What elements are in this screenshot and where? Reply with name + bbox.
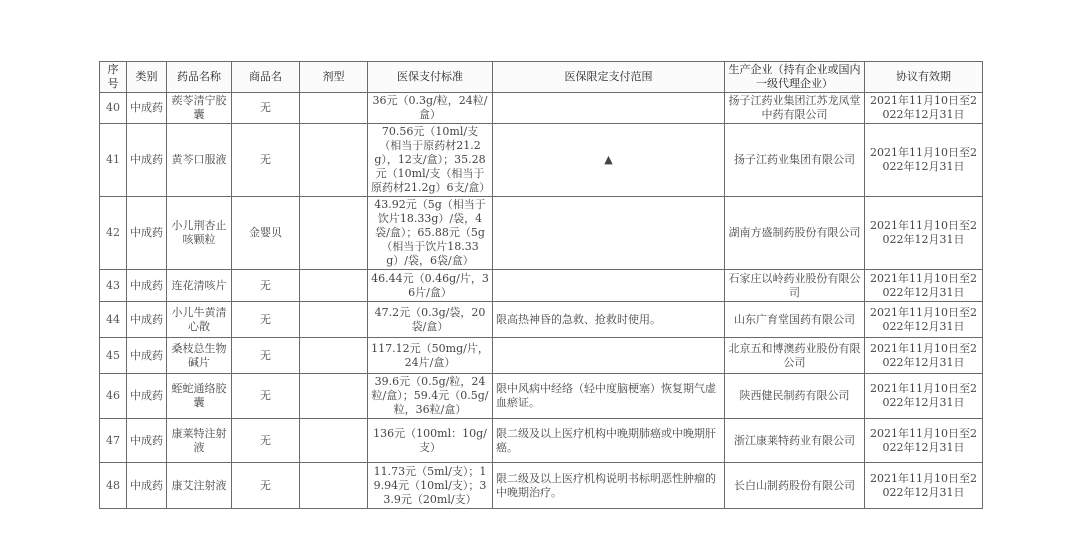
cell-restriction <box>493 93 725 124</box>
header-trade-name: 商品名 <box>232 62 300 93</box>
cell-drug-name: 连花清咳片 <box>167 270 232 302</box>
cell-validity: 2021年11月10日至2022年12月31日 <box>865 374 983 419</box>
cell-restriction: ▲ <box>493 124 725 197</box>
header-restriction: 医保限定支付范围 <box>493 62 725 93</box>
cell-validity: 2021年11月10日至2022年12月31日 <box>865 93 983 124</box>
table-row <box>100 338 983 374</box>
cell-manufacturer: 浙江康莱特药业有限公司 <box>725 419 865 463</box>
cell-seq: 46 <box>100 374 127 419</box>
header-category: 类别 <box>127 62 167 93</box>
cell-payment-standard: 117.12元（50mg/片，24片/盒） <box>368 338 493 374</box>
cell-drug-name: 康艾注射液 <box>167 463 232 509</box>
cell-payment-standard: 36元（0.3g/粒，24粒/盒） <box>368 93 493 124</box>
header-row <box>100 62 983 93</box>
cell-seq: 45 <box>100 338 127 374</box>
table-row <box>100 197 983 270</box>
cell-drug-name: 蛭蛇通络胶囊 <box>167 374 232 419</box>
table-row <box>100 302 983 338</box>
cell-dosage-form <box>300 124 368 197</box>
cell-trade-name: 无 <box>232 302 300 338</box>
cell-restriction: 限高热神昏的急救、抢救时使用。 <box>493 302 725 338</box>
header-manufacturer: 生产企业（持有企业或国内一级代理企业） <box>725 62 865 93</box>
cell-trade-name: 无 <box>232 463 300 509</box>
drug-list-table <box>99 61 983 509</box>
cell-validity: 2021年11月10日至2022年12月31日 <box>865 338 983 374</box>
cell-trade-name: 无 <box>232 338 300 374</box>
cell-drug-name: 小儿牛黄清心散 <box>167 302 232 338</box>
header-validity: 协议有效期 <box>865 62 983 93</box>
table-row <box>100 270 983 302</box>
cell-restriction <box>493 197 725 270</box>
cell-manufacturer: 湖南方盛制药股份有限公司 <box>725 197 865 270</box>
cell-validity: 2021年11月10日至2022年12月31日 <box>865 270 983 302</box>
cell-category: 中成药 <box>127 419 167 463</box>
table-row <box>100 93 983 124</box>
cell-payment-standard: 43.92元（5g（相当于饮片18.33g）/袋，4袋/盒）；65.88元（5g（相当于饮片18.33g）/袋，6袋/盒） <box>368 197 493 270</box>
cell-validity: 2021年11月10日至2022年12月31日 <box>865 124 983 197</box>
table-row <box>100 419 983 463</box>
cell-payment-standard: 47.2元（0.3g/袋，20袋/盒） <box>368 302 493 338</box>
table-row <box>100 463 983 509</box>
cell-dosage-form <box>300 463 368 509</box>
cell-payment-standard: 39.6元（0.5g/粒，24粒/盒）；59.4元（0.5g/粒，36粒/盒） <box>368 374 493 419</box>
cell-category: 中成药 <box>127 197 167 270</box>
cell-restriction: 限二级及以上医疗机构中晚期肺癌或中晚期肝癌。 <box>493 419 725 463</box>
cell-trade-name: 无 <box>232 270 300 302</box>
cell-manufacturer: 北京五和博澳药业股份有限公司 <box>725 338 865 374</box>
cell-dosage-form <box>300 302 368 338</box>
cell-payment-standard: 136元（100ml：10g/支） <box>368 419 493 463</box>
cell-dosage-form <box>300 374 368 419</box>
cell-restriction <box>493 270 725 302</box>
cell-seq: 40 <box>100 93 127 124</box>
cell-manufacturer: 扬子江药业集团江苏龙凤堂中药有限公司 <box>725 93 865 124</box>
header-drug-name: 药品名称 <box>167 62 232 93</box>
header-payment-standard: 医保支付标准 <box>368 62 493 93</box>
cell-dosage-form <box>300 197 368 270</box>
table-row <box>100 374 983 419</box>
cell-seq: 43 <box>100 270 127 302</box>
cell-payment-standard: 46.44元（0.46g/片，36片/盒） <box>368 270 493 302</box>
cell-drug-name: 康莱特注射液 <box>167 419 232 463</box>
cell-validity: 2021年11月10日至2022年12月31日 <box>865 463 983 509</box>
cell-category: 中成药 <box>127 374 167 419</box>
cell-trade-name: 金婴贝 <box>232 197 300 270</box>
cell-trade-name: 无 <box>232 124 300 197</box>
cell-restriction: 限中风病中经络（轻中度脑梗塞）恢复期气虚血瘀证。 <box>493 374 725 419</box>
cell-manufacturer: 长白山制药股份有限公司 <box>725 463 865 509</box>
cell-manufacturer: 陕西健民制药有限公司 <box>725 374 865 419</box>
cell-seq: 42 <box>100 197 127 270</box>
cell-category: 中成药 <box>127 270 167 302</box>
cell-manufacturer: 山东广育堂国药有限公司 <box>725 302 865 338</box>
cell-category: 中成药 <box>127 302 167 338</box>
cell-restriction: 限二级及以上医疗机构说明书标明恶性肿瘤的中晚期治疗。 <box>493 463 725 509</box>
cell-dosage-form <box>300 338 368 374</box>
cell-seq: 44 <box>100 302 127 338</box>
table-row <box>100 124 983 197</box>
cell-payment-standard: 11.73元（5ml/支）；19.94元（10ml/支）；33.9元（20ml/支） <box>368 463 493 509</box>
cell-validity: 2021年11月10日至2022年12月31日 <box>865 419 983 463</box>
cell-category: 中成药 <box>127 463 167 509</box>
cell-manufacturer: 石家庄以岭药业股份有限公司 <box>725 270 865 302</box>
cell-dosage-form <box>300 93 368 124</box>
cell-trade-name: 无 <box>232 93 300 124</box>
cell-category: 中成药 <box>127 338 167 374</box>
cell-drug-name: 桑枝总生物碱片 <box>167 338 232 374</box>
header-dosage-form: 剂型 <box>300 62 368 93</box>
cell-seq: 47 <box>100 419 127 463</box>
cell-trade-name: 无 <box>232 419 300 463</box>
cell-category: 中成药 <box>127 93 167 124</box>
cell-drug-name: 蒺苓清宁胶囊 <box>167 93 232 124</box>
cell-dosage-form <box>300 270 368 302</box>
cell-restriction <box>493 338 725 374</box>
cell-validity: 2021年11月10日至2022年12月31日 <box>865 197 983 270</box>
cell-payment-standard: 70.56元（10ml/支（相当于原药材21.2g），12支/盒）；35.28元（10ml/支（相当于原药材21.2g）6支/盒） <box>368 124 493 197</box>
cell-dosage-form <box>300 419 368 463</box>
cell-seq: 48 <box>100 463 127 509</box>
cell-seq: 41 <box>100 124 127 197</box>
cell-drug-name: 小儿荆杏止咳颗粒 <box>167 197 232 270</box>
cell-manufacturer: 扬子江药业集团有限公司 <box>725 124 865 197</box>
cell-drug-name: 黄芩口服液 <box>167 124 232 197</box>
cell-trade-name: 无 <box>232 374 300 419</box>
cell-validity: 2021年11月10日至2022年12月31日 <box>865 302 983 338</box>
cell-category: 中成药 <box>127 124 167 197</box>
header-seq: 序号 <box>100 62 127 93</box>
